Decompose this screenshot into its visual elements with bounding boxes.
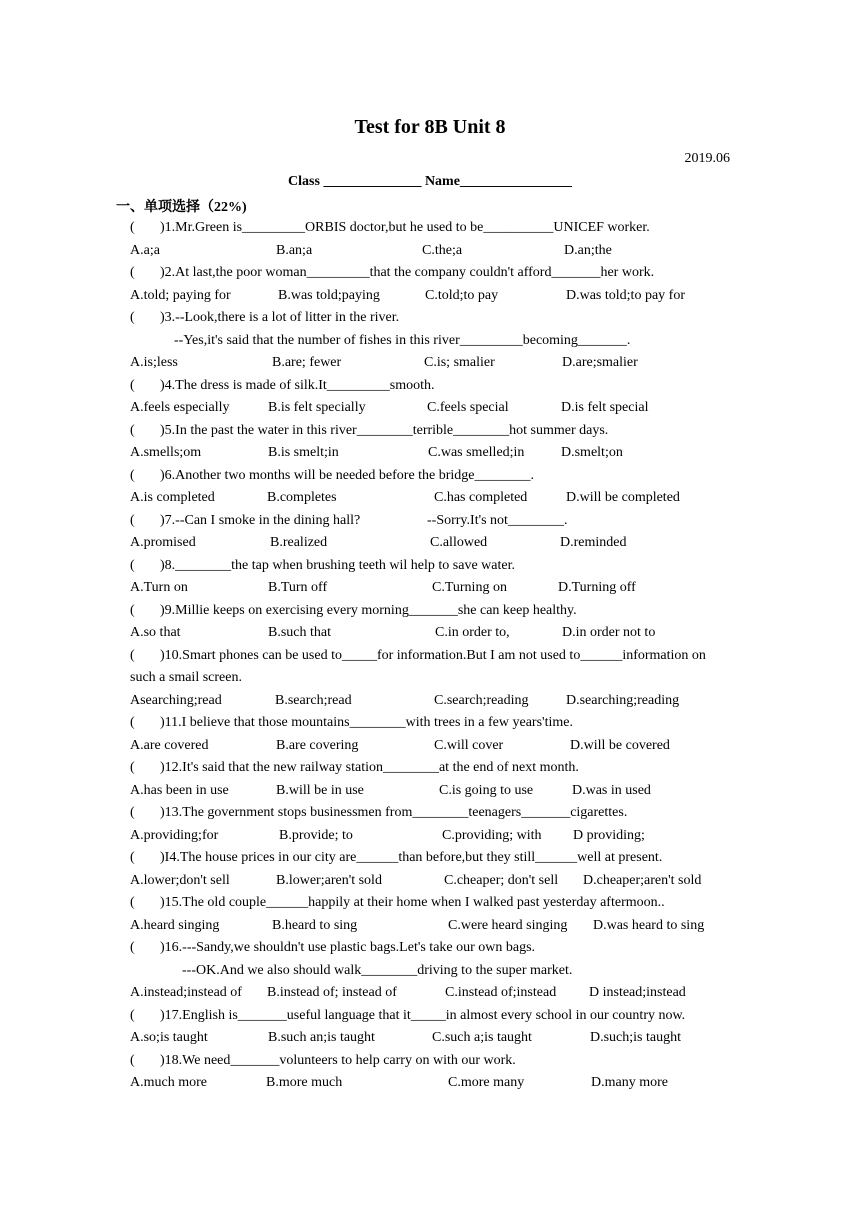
option-b: B.an;a [276,242,313,258]
answer-blank: ( [130,805,135,820]
question-7-options [130,532,734,555]
option-c: C.Turning on [432,580,507,595]
option-b: B.such that [268,625,331,640]
question-12-stem [130,757,734,780]
question-5-options [130,442,734,465]
option-d: D.will be completed [566,490,680,505]
option-a: A.has been in use [130,782,229,798]
option-c: C.in order to, [435,625,510,640]
question-text: )11.I believe that those mountains________with trees in a few years'time. [160,715,573,730]
option-b: B.such an;is taught [268,1030,375,1045]
option-a: A.so;is taught [130,1030,208,1045]
option-a: A.is;less [130,355,178,370]
question-14-stem [130,847,734,870]
question-3-reply: --Yes,it's said that the number of fishes in this river_________becoming_______. [174,332,631,348]
question-text: )7.--Can I smoke in the dining hall? [160,512,361,528]
option-a: A.feels especially [130,400,230,415]
question-11-stem [130,712,734,735]
question-10-stem [130,645,734,690]
option-c: C.has completed [434,490,528,505]
option-b: B.will be in use [276,782,364,798]
answer-blank: ( [130,377,135,393]
option-d: D.such;is taught [590,1030,681,1045]
option-b: B.completes [267,490,337,505]
option-a: A.instead;instead of [130,985,242,1000]
question-text: )15.The old couple______happily at their home when I walked past yesterday aftermoon.. [160,895,665,910]
option-d: D.was in used [572,782,651,798]
option-a: A.so that [130,625,181,640]
answer-blank: ( [130,422,135,438]
option-d: D.in order not to [562,625,656,640]
option-b: B.Turn off [268,580,328,595]
option-b: B.search;read [275,692,352,708]
question-text: )9.Millie keeps on exercising every morning_______she can keep healthy. [160,602,577,618]
option-b: B.heard to sing [272,917,358,933]
option-b: B.are covering [276,737,359,753]
section-heading: 一、单项选择（22%) [116,200,247,215]
option-a: A.much more [130,1075,207,1090]
question-3-stem [130,307,734,330]
question-11-options [130,735,734,758]
class-name-line: Class ______________ Name________________ [288,174,572,189]
option-d: D.reminded [560,535,627,550]
option-a: A.smells;om [130,445,202,460]
question-text: )2.At last,the poor woman_________that the company couldn't afford_______her work. [160,265,655,280]
option-c: C.will cover [434,737,504,753]
option-d: D providing; [573,827,645,843]
exam-title: Test for 8B Unit 8 [354,116,506,138]
question-4-options [130,397,734,420]
option-b: B.is felt specially [268,400,366,415]
question-1-stem [130,217,734,240]
answer-blank: ( [130,895,135,910]
option-b: B.was told;paying [278,287,380,303]
option-c: C.search;reading [434,692,529,708]
question-13-options [130,825,734,848]
option-b: B.more much [266,1075,343,1090]
option-a: A.lower;don't sell [130,872,230,888]
answer-blank: ( [130,1052,135,1068]
option-a: Asearching;read [130,692,222,708]
option-c: C.such a;is taught [432,1030,532,1045]
option-c: C.told;to pay [425,287,499,303]
question-10-options [130,690,734,713]
option-a: A.told; paying for [130,287,231,303]
question-15-options [130,915,734,938]
question-text: )8.________the tap when brushing teeth wil help to save water. [160,557,515,573]
question-3-options [130,352,734,375]
option-b: B.realized [270,535,328,550]
question-7-stem [130,510,734,533]
option-d: D.cheaper;aren't sold [583,872,702,888]
question-text: )I4.The house prices in our city are______than before,but they still______well at present. [160,850,663,865]
option-a: A.promised [130,535,196,550]
option-d: D.an;the [564,242,612,258]
option-a: A.a;a [130,242,160,258]
answer-blank: ( [130,557,135,573]
answer-blank: ( [130,220,135,235]
question-17-options [130,1027,734,1050]
question-12-options [130,780,734,803]
question-6-options [130,487,734,510]
question-text: )4.The dress is made of silk.It_________smooth. [160,377,435,393]
option-c: C.providing; with [442,827,542,843]
question-17-stem [130,1005,734,1028]
option-a: A.Turn on [130,580,188,595]
question-8-options [130,577,734,600]
question-15-stem [130,892,734,915]
option-d: D.are;smalier [562,355,638,370]
option-a: A.is completed [130,490,215,505]
answer-blank: ( [130,850,135,865]
option-d: D.will be covered [570,737,670,753]
option-a: A.heard singing [130,917,220,933]
question-text: )10.Smart phones can be used to_____for information.But I am not used to______information on such a smail screen. [130,647,706,685]
question-text: )16.---Sandy,we shouldn't use plastic bags.Let's take our own bags. [160,940,536,955]
question-18-options [130,1072,734,1095]
answer-blank: ( [130,940,135,955]
answer-blank: ( [130,467,135,483]
exam-date: 2019.06 [684,151,730,166]
option-d: D.Turning off [558,580,636,595]
option-a: A.are covered [130,737,209,753]
question-4-stem [130,375,734,398]
question-text: )13.The government stops businessmen from________teenagers_______cigarettes. [160,805,628,820]
question-text: )3.--Look,there is a lot of litter in the river. [160,310,400,325]
question-8-stem [130,555,734,578]
answer-blank: ( [130,512,135,528]
question-text: )18.We need_______volunteers to help carry on with our work. [160,1052,516,1068]
question-text: )5.In the past the water in this river________terrible________hot summer days. [160,422,609,438]
question-5-stem [130,420,734,443]
question-16-reply: ---OK.And we also should walk________driving to the super market. [182,962,573,978]
answer-blank: ( [130,647,135,663]
question-14-options [130,870,734,893]
question-2-options [130,285,734,308]
question-16-options [130,982,734,1005]
option-c: C.the;a [422,242,463,258]
option-a: A.providing;for [130,827,219,843]
answer-blank: ( [130,265,135,280]
option-b: B.provide; to [279,827,353,843]
option-c: C.is going to use [439,782,534,798]
option-d: D.was told;to pay for [566,287,685,303]
answer-blank: ( [130,760,135,775]
option-d: D instead;instead [589,985,686,1000]
question-1-options [130,240,734,263]
option-d: D.is felt special [561,400,649,415]
question-18-stem [130,1050,734,1073]
answer-blank: ( [130,310,135,325]
question-text: )17.English is_______useful language that it_____in almost every school in our country now. [160,1007,686,1023]
option-d: D.smelt;on [561,445,623,460]
question-2-stem [130,262,734,285]
option-d: D.was heard to sing [593,917,705,933]
answer-blank: ( [130,715,135,730]
question-text: )6.Another two months will be needed before the bridge________. [160,467,535,483]
question-reply: --Sorry.It's not________. [427,512,568,528]
question-9-stem [130,600,734,623]
option-c: C.is; smalier [424,355,495,370]
question-6-stem [130,465,734,488]
question-text: )1.Mr.Green is_________ORBIS doctor,but he used to be__________UNICEF worker. [160,220,650,235]
option-b: B.lower;aren't sold [276,872,382,888]
question-16-stem [130,937,734,960]
option-c: C.instead of;instead [445,985,557,1000]
option-d: D.many more [591,1075,668,1090]
option-c: C.were heard singing [448,917,568,933]
option-c: C.feels special [427,400,509,415]
question-9-options [130,622,734,645]
option-c: C.allowed [430,535,488,550]
answer-blank: ( [130,1007,135,1023]
question-13-stem [130,802,734,825]
option-b: B.instead of; instead of [267,985,397,1000]
option-b: B.are; fewer [272,355,342,370]
option-c: C.cheaper; don't sell [444,872,559,888]
option-c: C.more many [448,1075,525,1090]
option-b: B.is smelt;in [268,445,339,460]
question-text: )12.It's said that the new railway station________at the end of next month. [160,760,579,775]
option-c: C.was smelled;in [428,445,525,460]
question-list [130,217,734,1095]
answer-blank: ( [130,602,135,618]
option-d: D.searching;reading [566,692,680,708]
